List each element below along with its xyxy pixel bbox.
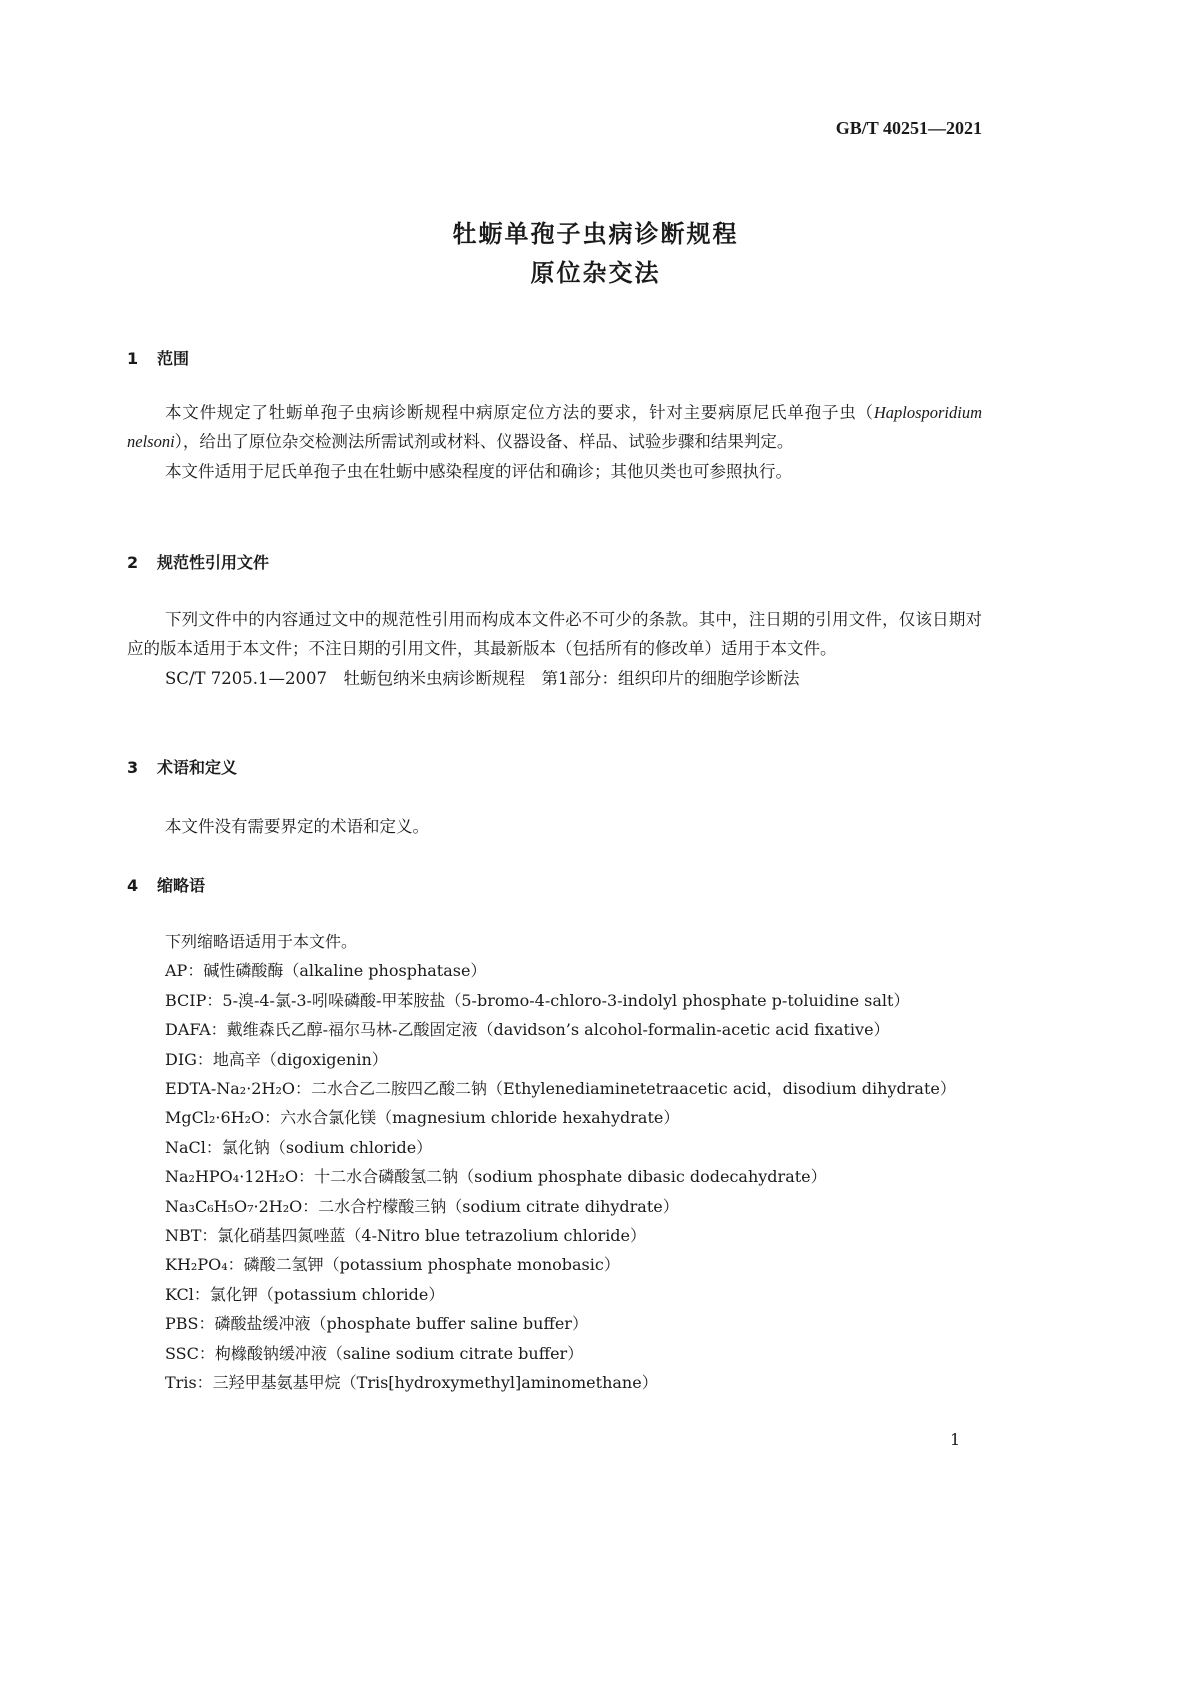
section-heading-scope (127, 346, 189, 369)
paragraph: 本文件没有需要界定的术语和定义。 (165, 817, 429, 836)
section-title: 范围 (157, 349, 190, 368)
text: ），给出了原位杂交检测法所需试剂或材料、仪器设备、样品、试验步骤和结果判定。 (174, 432, 794, 452)
document-title: 牡蛎单孢子虫病诊断规程 (452, 220, 739, 248)
species-name: Haplosporidium nelsoni (127, 403, 982, 452)
section-number: 1 (127, 349, 139, 368)
list-item: KCl：氯化钾（potassium chloride） (165, 1284, 445, 1304)
section-number: 3 (127, 758, 139, 777)
list-intro: 下列缩略语适用于本文件。 (165, 932, 358, 951)
section-references-body (127, 605, 982, 693)
list-item: DIG：地高辛（digoxigenin） (165, 1049, 388, 1069)
abbreviation-list (127, 927, 982, 1398)
section-scope-body (127, 398, 982, 486)
section-heading-terms (127, 755, 237, 778)
section-number: 4 (127, 876, 139, 895)
list-item: NBT：氯化硝基四氮唑蓝（4-Nitro blue tetrazolium chloride） (165, 1226, 647, 1246)
paragraph: 本文件适用于尼氏单孢子虫在牡蛎中感染程度的评估和确诊；其他贝类也可参照执行。 (165, 461, 792, 481)
list-item: DAFA：戴维森氏乙醇-福尔马林-乙酸固定液（davidson’s alcohol-formalin-acetic acid fixative） (165, 1020, 890, 1040)
paragraph (127, 398, 982, 457)
document-subtitle: 原位杂交法 (530, 259, 661, 287)
list-item: PBS：磷酸盐缓冲液（phosphate buffer saline buffer） (165, 1314, 588, 1334)
section-heading-abbreviations (127, 873, 205, 896)
list-item: NaCl：氯化钠（sodium chloride） (165, 1137, 433, 1157)
list-item: KH₂PO₄：磷酸二氢钾（potassium phosphate monobasic） (165, 1255, 620, 1275)
text: 本文件规定了牡蛎单孢子虫病诊断规程中病原定位方法的要求，针对主要病原尼氏单孢子虫（ (165, 403, 874, 422)
section-terms-body (127, 812, 982, 841)
list-item: BCIP：5-溴-4-氯-3-吲哚磷酸-甲苯胺盐（5-bromo-4-chloro-3-indolyl phosphate p-toluidine salt） (165, 990, 910, 1010)
section-title: 缩略语 (157, 876, 206, 895)
list-item: Na₃C₆H₅O₇·2H₂O：二水合柠檬酸三钠（sodium citrate dihydrate） (165, 1196, 679, 1216)
paragraph: 下列文件中的内容通过文中的规范性引用而构成本文件必不可少的条款。其中，注日期的引用文件，仅该日期对应的版本适用于本文件；不注日期的引用文件，其最新版本（包括所有的修改单）适用于本文件。 (127, 610, 982, 659)
list-item: Tris：三羟甲基氨基甲烷（Tris[hydroxymethyl]aminomethane） (165, 1373, 658, 1393)
list-item: SSC：枸橼酸钠缓冲液（saline sodium citrate buffer） (165, 1343, 584, 1363)
list-item: EDTA-Na₂·2H₂O：二水合乙二胺四乙酸二钠（Ethylenediaminetetraacetic acid，disodium dihydrate） (165, 1079, 956, 1099)
list-item: Na₂HPO₄·12H₂O：十二水合磷酸氢二钠（sodium phosphate dibasic dodecahydrate） (165, 1167, 827, 1187)
reference-item: SC/T 7205.1—2007 牡蛎包纳米虫病诊断规程 第1部分：组织印片的细胞学诊断法 (165, 668, 800, 688)
section-title: 术语和定义 (157, 758, 238, 777)
list-item: MgCl₂·6H₂O：六水合氯化镁（magnesium chloride hexahydrate） (165, 1108, 680, 1128)
standard-number: GB/T 40251—2021 (835, 118, 982, 138)
section-title: 规范性引用文件 (157, 553, 270, 572)
list-item: AP：碱性磷酸酶（alkaline phosphatase） (165, 961, 487, 981)
section-number: 2 (127, 553, 139, 572)
page-number: 1 (950, 1430, 961, 1449)
section-heading-normative-references (127, 550, 269, 573)
